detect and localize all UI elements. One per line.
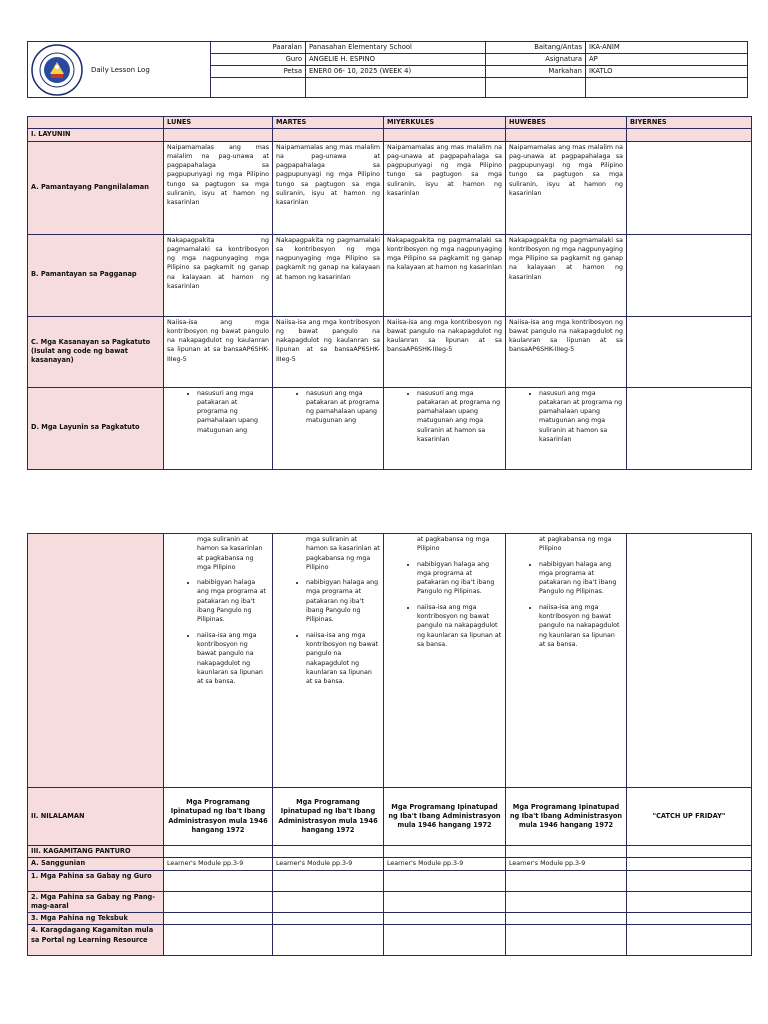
lesson-table-part-1 [27, 116, 752, 470]
blank-cell [506, 870, 627, 891]
gabay-mag-aaral-label: 2. Mga Pahina sa Gabay ng Pang-mag-aaral [28, 891, 164, 913]
blank-cell [384, 913, 506, 925]
blank-cell [273, 846, 384, 858]
blank-cell [627, 234, 752, 316]
blank-cell [627, 534, 752, 788]
guro-value: ANGELIE H. ESPINO [306, 54, 486, 66]
cell-a-martes: Naipamamalas ang mas malalim na pag-unawa at pagpapahalaga sa pagpupunyagi ng mga Pilipino tungo sa pagtugon sa mga suliranin, isyu at hamon ng kasarinlan [273, 141, 384, 234]
d-bullet-3: • naiisa-isa ang mga kontribosyon ng bawat pangulo na nakapagdulot ng kaunlaran sa lipunan at sa bansa. [306, 631, 380, 687]
row-label-c: C. Mga Kasanayan sa Pagkatuto (Isulat ang code ng bawat kasanayan) [28, 316, 164, 387]
blank-cell [164, 925, 273, 956]
header-empty-cell [486, 78, 586, 98]
karagdagang-label: 4. Karagdagang Kagamitan mula sa Portal ng Learning Resource [28, 925, 164, 956]
markahan-label: Markahan [486, 66, 586, 78]
d-bullet-2: • nabibigyan halaga ang mga programa at patakaran ng iba't ibang Pangulo ng Pilipinas. [539, 560, 623, 597]
sanggunian-label: A. Sanggunian [28, 858, 164, 870]
blank-cell [627, 316, 752, 387]
d-bullet-2: • nabibigyan halaga ang mga programa at patakaran ng iba't ibang Pangulo ng Pilipinas. [306, 578, 380, 624]
cell-c-miyerkules: Naiisa-isa ang mga kontribosyon ng bawat pangulo na nakapagdulot ng kaulanran sa lipunan at sa bansaAP6SHK-IIIeg-5 [384, 316, 506, 387]
blank-cell [506, 129, 627, 141]
d-bullet-2: • nabibigyan halaga ang mga programa at patakaran ng iba't ibang Pangulo ng Pilipinas. [417, 560, 502, 597]
blank-cell [273, 925, 384, 956]
blank-cell [506, 891, 627, 913]
blank-cell [164, 913, 273, 925]
col-biyernes: BIYERNES [627, 117, 752, 129]
cell-d-miyerkules [384, 387, 506, 469]
sanggunian-lunes: Learner's Module pp.3-9 [164, 858, 273, 870]
sanggunian-huwebes: Learner's Module pp.3-9 [506, 858, 627, 870]
blank-cell [273, 129, 384, 141]
cell-c-martes: Naiisa-isa ang mga kontribosyon ng bawat pangulo na nakapagdulot ng kaulanran sa lipunan at sa bansaAP6SHK-IIIeg-5 [273, 316, 384, 387]
d-bullet: • nasusuri ang mga patakaran at programa ng pamahalaan upang matugunan ang mga suliranin at hamon sa kasarinlan [539, 389, 623, 445]
baitang-label: Baitang/Antas [486, 42, 586, 54]
cell-d-huwebes [506, 387, 627, 469]
header-empty-cell [586, 78, 748, 98]
asignatura-value: AP [586, 54, 748, 66]
d-bullet: • nasusuri ang mga patakaran at programa ng pamahalaan upang matugunan ang [306, 389, 380, 426]
d-continuation: mga suliranin at hamon sa kasarinlan at pagkabansa ng mga Pilipino [197, 536, 263, 571]
guro-label: Guro [211, 54, 306, 66]
cell-b-miyerkules: Nakapagpakita ng pagmamalaki sa kontribosyon ng mga nagpunyaging mga Pilipino sa pagkamit ng ganap na kalayaan at hamon ng kasarinlan [384, 234, 506, 316]
col-lunes: LUNES [164, 117, 273, 129]
cell-d-lunes [164, 387, 273, 469]
blank-cell [627, 891, 752, 913]
d-continuation: mga suliranin at hamon sa kasarinlan at pagkabansa ng mga Pilipino [306, 536, 380, 571]
d-continuation: at pagkabansa ng mga Pilipino [539, 536, 612, 553]
header-title: Daily Lesson Log [91, 65, 150, 74]
row-label-b: B. Pamantayan sa Pagganap [28, 234, 164, 316]
petsa-label: Petsa [211, 66, 306, 78]
cell-d-martes [273, 387, 384, 469]
blank-cell [506, 925, 627, 956]
asignatura-label: Asignatura [486, 54, 586, 66]
cell-b-huwebes: Nakapagpakita ng pagmamalaki sa kontribosyon ng mga nagpunyaging mga Pilipino sa pagkamit ng ganap na kalayaan at hamon ng kasarinlan [506, 234, 627, 316]
blank-cell [627, 870, 752, 891]
corner-cell [28, 117, 164, 129]
paaralan-label: Paaralan [211, 42, 306, 54]
blank-cell [384, 129, 506, 141]
blank-cell [164, 129, 273, 141]
gabay-guro-label: 1. Mga Pahina sa Gabay ng Guro [28, 870, 164, 891]
nilalaman-martes: Mga Programang Ipinatupad ng Iba't Ibang Administrasyon mula 1946 hangang 1972 [273, 788, 384, 846]
sanggunian-martes: Learner's Module pp.3-9 [273, 858, 384, 870]
col-huwebes: HUWEBES [506, 117, 627, 129]
teksbuk-label: 3. Mga Pahina ng Teksbuk [28, 913, 164, 925]
blank-cell [384, 891, 506, 913]
blank-cell [28, 534, 164, 788]
row-label-a: A. Pamantayang Pangnilalaman [28, 141, 164, 234]
row-label-d: D. Mga Layunin sa Pagkatuto [28, 387, 164, 469]
nilalaman-miyerkules: Mga Programang Ipinatupad ng Iba't Ibang Administrasyon mula 1946 hangang 1972 [384, 788, 506, 846]
col-martes: MARTES [273, 117, 384, 129]
blank-cell [164, 870, 273, 891]
catch-up-friday: "CATCH UP FRIDAY" [627, 788, 752, 846]
cell-a-lunes: Naipamamalas ang mas malalim na pag-unawa at pagpapahalaga sa pagpupunyagi ng mga Pilipino tungo sa pagtugon sa mga suliranin, isyu at hamon ng kasarinlan [164, 141, 273, 234]
section-kagamitan: III. KAGAMITANG PANTURO [28, 846, 164, 858]
cell-b-lunes: Nakapagpakita ng pagmamalaki sa kontribosyon ng mga nagpunyaging mga Pilipino sa pagkamit ng ganap na kalayaan at hamon ng kasarinlan [164, 234, 273, 316]
cell-d2-martes [273, 534, 384, 788]
d-bullet-3: • naiisa-isa ang mga kontribosyon ng bawat pangulo na nakapagdulot ng kaunlaran sa lipunan at sa bansa. [539, 603, 623, 649]
d-bullet: • nasusuri ang mga patakaran at programa ng pamahalaan upang matugunan ang [197, 389, 269, 435]
section-nilalaman: II. NILALAMAN [28, 788, 164, 846]
col-miyerkules: MIYERKULES [384, 117, 506, 129]
lesson-table-part-2 [27, 533, 752, 956]
cell-a-miyerkules: Naipamamalas ang mas malalim na pag-unawa at pagpapahalaga sa pagpupunyagi ng mga Pilipino tungo sa pagtugon sa mga suliranin, isyu at hamon ng kasarinlan [384, 141, 506, 234]
header-logo-cell [28, 42, 211, 98]
d-bullet: • nasusuri ang mga patakaran at programa ng pamahalaan upang matugunan ang mga suliranin at hamon sa kasarinlan [417, 389, 502, 445]
nilalaman-huwebes: Mga Programang Ipinatupad ng Iba't Ibang Administrasyon mula 1946 hangang 1972 [506, 788, 627, 846]
blank-cell [273, 891, 384, 913]
blank-cell [506, 846, 627, 858]
blank-cell [627, 846, 752, 858]
blank-cell [164, 891, 273, 913]
sanggunian-miyerkules: Learner's Module pp.3-9 [384, 858, 506, 870]
paaralan-value: Panasahan Elementary School [306, 42, 486, 54]
blank-cell [384, 925, 506, 956]
d-bullet-3: • naiisa-isa ang mga kontribosyon ng bawat pangulo na nakapagdulot ng kaunlaran sa lipunan at sa bansa. [197, 631, 269, 687]
cell-d2-miyerkules [384, 534, 506, 788]
cell-b-martes: Nakapagpakita ng pagmamalaki sa kontribosyon ng mga nagpunyaging mga Pilipino sa pagkamit ng ganap na kalayaan at hamon ng kasarinlan [273, 234, 384, 316]
d-continuation: at pagkabansa ng mga Pilipino [417, 536, 490, 553]
nilalaman-lunes: Mga Programang Ipinatupad ng Iba't Ibang Administrasyon mula 1946 hangang 1972 [164, 788, 273, 846]
cell-d2-huwebes [506, 534, 627, 788]
header-empty-cell [306, 78, 486, 98]
blank-cell [384, 870, 506, 891]
cell-d2-lunes [164, 534, 273, 788]
blank-cell [627, 913, 752, 925]
header-empty-cell [211, 78, 306, 98]
deped-seal-icon [31, 44, 83, 96]
blank-cell [273, 913, 384, 925]
cell-c-lunes: Naiisa-isa ang mga kontribosyon ng bawat pangulo na nakapagdulot ng kaulanran sa lipunan at sa bansaAP6SHK-IIIeg-5 [164, 316, 273, 387]
d-bullet-3: • naiisa-isa ang mga kontribosyon ng bawat pangulo na nakapagdulot ng kaunlaran sa lipunan at sa bansa. [417, 603, 502, 649]
blank-cell [627, 129, 752, 141]
cell-c-huwebes: Naiisa-isa ang mga kontribosyon ng bawat pangulo na nakapagdulot ng kaulanran sa lipunan at sa bansaAP6SHK-IIIeg-5 [506, 316, 627, 387]
blank-cell [273, 870, 384, 891]
d-bullet-2: • nabibigyan halaga ang mga programa at patakaran ng iba't ibang Pangulo ng Pilipinas. [197, 578, 269, 624]
blank-cell [627, 141, 752, 234]
cell-a-huwebes: Naipamamalas ang mas malalim na pag-unawa at pagpapahalaga sa pagpupunyagi ng mga Pilipino tungo sa pagtugon sa mga suliranin, isyu at hamon ng kasarinlan [506, 141, 627, 234]
blank-cell [627, 387, 752, 469]
blank-cell [627, 858, 752, 870]
baitang-value: IKA-ANIM [586, 42, 748, 54]
blank-cell [506, 913, 627, 925]
header-table [27, 41, 748, 98]
blank-cell [384, 846, 506, 858]
markahan-value: IKATLO [586, 66, 748, 78]
petsa-value: ENER0 06- 10, 2025 (WEEK 4) [306, 66, 486, 78]
section-layunin: I. LAYUNIN [28, 129, 164, 141]
blank-cell [627, 925, 752, 956]
blank-cell [164, 846, 273, 858]
